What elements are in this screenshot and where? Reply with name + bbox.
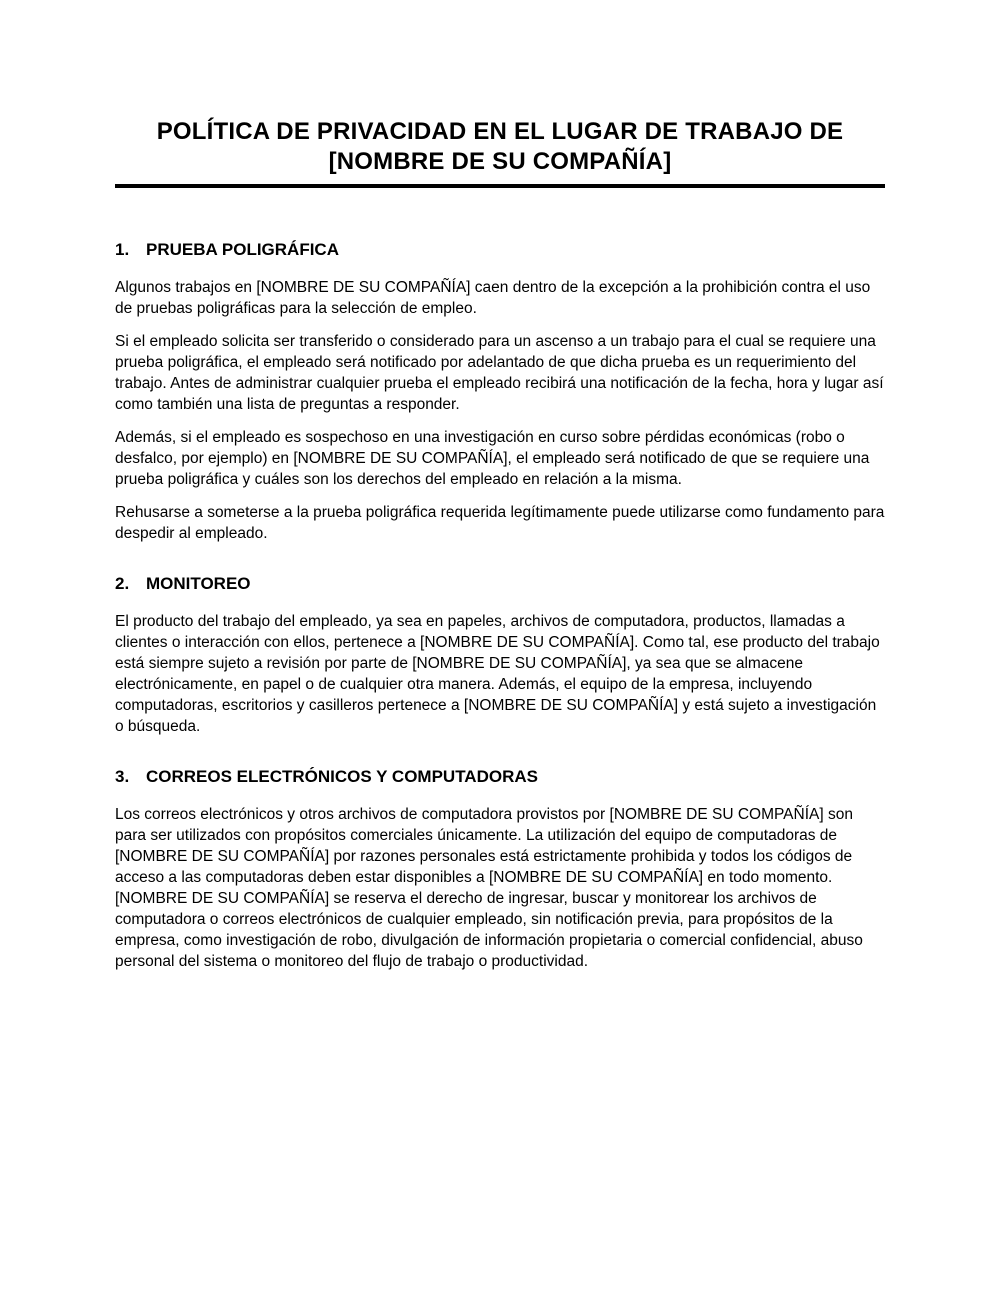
section-correos-electronicos [115, 767, 885, 972]
section-heading [115, 574, 885, 594]
section-prueba-poligrafica [115, 240, 885, 544]
section-heading-label: MONITOREO [146, 574, 251, 593]
section-number: 2. [115, 574, 130, 593]
section-heading [115, 767, 885, 787]
paragraph: Si el empleado solicita ser transferido o considerado para un ascenso a un trabajo para el cual se requiere una prueba poligráfica, el empleado será notificado por adelantado de que dicha prueba es un requerimiento del trabajo. Antes de administrar cualquier prueba el empleado recibirá una notificación de la fecha, hora y lugar así como también una lista de preguntas a responder. [115, 333, 884, 413]
section-heading-label: CORREOS ELECTRÓNICOS Y COMPUTADORAS [146, 767, 538, 786]
paragraph: Los correos electrónicos y otros archivos de computadora provistos por [NOMBRE DE SU COMPAÑÍA] son para ser utilizados con propósitos comerciales únicamente. La utilización del equipo de computadoras de [NOMBRE DE SU COMPAÑÍA] por razones personales está estrictamente prohibida y todos los códigos de acceso a las computadoras deben estar disponibles a [NOMBRE DE SU COMPAÑÍA] en todo momento. [NOMBRE DE SU COMPAÑÍA] se reserva el derecho de ingresar, buscar y monitorear los archivos de computadora o correos electrónicos de cualquier empleado, sin notificación previa, para propósitos de la empresa, como investigación de robo, divulgación de información propietaria o comercial confidencial, abuso personal del sistema o monitoreo del flujo de trabajo o productividad. [115, 806, 863, 970]
section-number: 1. [115, 240, 130, 259]
document-content [115, 117, 885, 972]
paragraph: Además, si el empleado es sospechoso en una investigación en curso sobre pérdidas económicas (robo o desfalco, por ejemplo) en [NOMBRE DE SU COMPAÑÍA], el empleado será notificado de que se requiere una prueba poligráfica y cuáles son los derechos del empleado en relación a la misma. [115, 429, 870, 488]
section-heading-label: PRUEBA POLIGRÁFICA [146, 240, 339, 259]
paragraph: El producto del trabajo del empleado, ya sea en papeles, archivos de computadora, productos, llamadas a clientes o interacción con ellos, pertenece a [NOMBRE DE SU COMPAÑÍA]. Como tal, ese producto del trabajo está siempre sujeto a revisión por parte de [NOMBRE DE SU COMPAÑÍA], ya sea que se almacene electrónicamente, en papel o de cualquier otra manera. Además, el equipo de la empresa, incluyendo computadoras, escritorios y casilleros pertenece a [NOMBRE DE SU COMPAÑÍA] y está sujeto a investigación o búsqueda. [115, 613, 880, 735]
section-monitoreo [115, 574, 885, 737]
paragraph: Rehusarse a someterse a la prueba poligráfica requerida legítimamente puede utilizarse como fundamento para despedir al empleado. [115, 504, 885, 542]
paragraph: Algunos trabajos en [NOMBRE DE SU COMPAÑÍA] caen dentro de la excepción a la prohibición contra el uso de pruebas poligráficas para la selección de empleo. [115, 279, 871, 317]
section-number: 3. [115, 767, 130, 786]
section-heading [115, 240, 885, 260]
page-title: POLÍTICA DE PRIVACIDAD EN EL LUGAR DE TRABAJO DE [NOMBRE DE SU COMPAÑÍA] [115, 117, 885, 188]
